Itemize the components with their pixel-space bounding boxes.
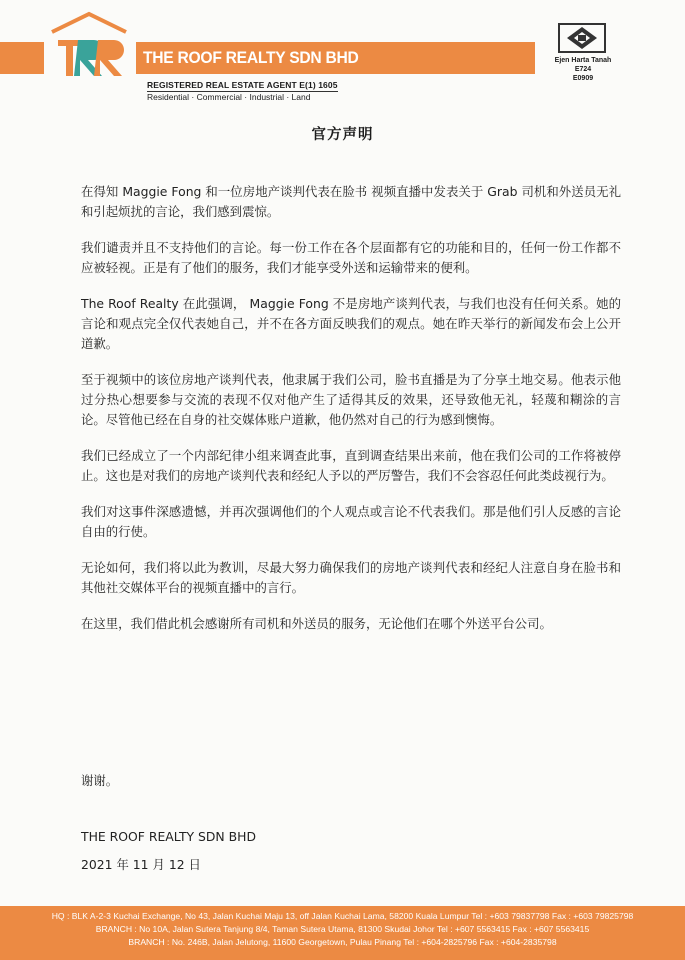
seal-line: Ejen Harta Tanah xyxy=(554,57,612,64)
property-types: Residential · Commercial · Industrial · Land xyxy=(147,92,311,102)
closing-text: 谢谢。 xyxy=(81,773,119,788)
company-name: THE ROOF REALTY SDN BHD xyxy=(143,48,359,67)
hq-address: HQ : BLK A-2-3 Kuchai Exchange, No 43, Jalan Kuchai Maju 13, off Jalan Kuchai Lama, 58200 Kuala Lumpur Tel : +603 79837798 Fax : +603 79825798 xyxy=(51,911,634,921)
seal-line: E724 xyxy=(574,66,592,73)
footer-contact-bar xyxy=(0,906,685,960)
paragraph: The Roof Realty 在此强调， Maggie Fong 不是房地产谈判代表，与我们也没有任何关系。她的言论和观点完全仅代表她自己，并不在各方面反映我们的观点。她在昨天举行的新闻发布会上公开道歉。 xyxy=(81,296,621,351)
paragraph: 我们对这事件深感遗憾，并再次强调他们的个人观点或言论不代表我们。那是他们引人反感的言论自由的行使。 xyxy=(81,504,621,539)
paragraph: 我们谴责并且不支持他们的言论。每一份工作在各个层面都有它的功能和目的，任何一份工作都不应被轻视。正是有了他们的服务，我们才能享受外送和运输带来的便利。 xyxy=(81,240,621,275)
paragraph: 我们已经成立了一个内部纪律小组来调查此事，直到调查结果出来前，他在我们公司的工作将被停止。这也是对我们的房地产谈判代表和经纪人予以的严厉警告，我们不会容忍任何此类歧视行为。 xyxy=(81,448,621,483)
paragraph: 无论如何，我们将以此为教训，尽最大努力确保我们的房地产谈判代表和经纪人注意自身在脸书和其他社交媒体平台的视频直播中的言行。 xyxy=(81,560,621,595)
paragraph: 在这里，我们借此机会感谢所有司机和外送员的服务，无论他们在哪个外送平台公司。 xyxy=(81,616,552,631)
signatory: THE ROOF REALTY SDN BHD xyxy=(81,829,256,844)
estate-agent-seal-text xyxy=(548,56,618,83)
registration-number: REGISTERED REAL ESTATE AGENT E(1) 1605 xyxy=(147,80,338,90)
seal-line: E0909 xyxy=(572,75,594,82)
trr-logo-icon xyxy=(48,10,130,86)
document-title: 官方声明 xyxy=(311,127,374,143)
branch-address: BRANCH : No. 246B, Jalan Jelutong, 11600 Georgetown, Pulau Pinang Tel : +604-2825796 Fax : +604-2835798 xyxy=(128,937,557,947)
estate-agent-seal-icon xyxy=(557,22,607,54)
paragraph: 至于视频中的该位房地产谈判代表，他隶属于我们公司，脸书直播是为了分享土地交易。他表示他过分热心想要参与交流的表现不仅对他产生了适得其反的效果，还导致他无礼，轻蔑和糊涂的言论。尽管他已经在自身的社交媒体账户道歉，他仍然对自己的行为感到懊悔。 xyxy=(81,372,621,427)
paragraph: 在得知 Maggie Fong 和一位房地产谈判代表在脸书 视频直播中发表关于 Grab 司机和外送员无礼和引起烦扰的言论，我们感到震惊。 xyxy=(81,184,621,219)
statement-body xyxy=(81,182,621,650)
document-date: 2021 年 11 月 12 日 xyxy=(81,857,201,872)
branch-address: BRANCH : No 10A, Jalan Sutera Tanjung 8/4, Taman Sutera Utama, 81300 Skudai Johor Tel : +607 5563415 Fax : +607 5563415 xyxy=(95,924,590,934)
